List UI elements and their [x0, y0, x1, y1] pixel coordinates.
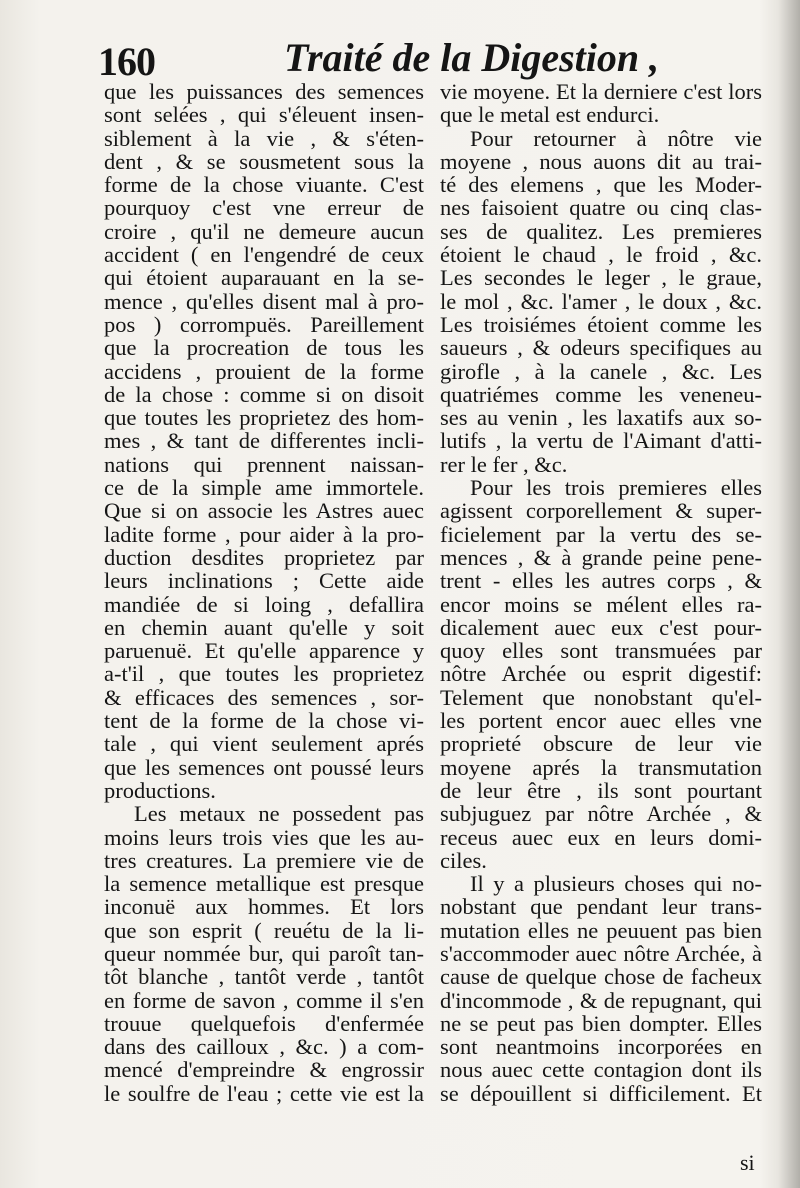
text-line: que toutes les proprietez des hom- — [104, 405, 424, 431]
text-line: forme de la chose viuante. C'est — [104, 172, 424, 198]
text-line: en chemin auant qu'elle y soit — [104, 614, 424, 640]
page-number: 160 — [98, 39, 155, 84]
text-line: Les secondes le leger , le graue, — [440, 265, 762, 291]
text-line: trent - elles les autres corps , & — [440, 568, 762, 594]
text-line: de la chose : comme si on disoit — [104, 381, 424, 407]
text-line: Pour retourner à nôtre vie — [470, 125, 762, 151]
text-line: nations qui prennent naissan- — [104, 451, 424, 477]
text-line: Les metaux ne possedent pas — [134, 801, 424, 827]
text-line: ne se peut pas bien dompter. Elles — [440, 1010, 762, 1036]
text-line: moins leurs trois vies que les au- — [104, 824, 424, 850]
text-line: nôtre Archée ou esprit digestif: — [440, 661, 762, 687]
text-line: nes faisoient quatre ou cinq clas- — [440, 195, 762, 221]
text-line: ce de la simple ame immortele. — [104, 475, 424, 501]
text-line: ses au venin , les laxatifs aux so- — [440, 405, 762, 431]
text-line: tale , qui vient seulement aprés — [104, 731, 424, 757]
text-line: Il y a plusieurs choses qui no- — [470, 871, 762, 897]
text-line: Pour les trois premieres elles — [470, 475, 762, 501]
text-line: mandiée de si loing , defallira — [104, 591, 424, 617]
text-line: de leur être , ils sont pourtant — [440, 777, 762, 803]
text-line: moyene , nous auons dit au trai- — [440, 148, 762, 174]
page-edge-shadow — [778, 0, 800, 1188]
text-line: duction desdites proprietez par — [104, 544, 424, 570]
text-line: se dépouillent si difficilement. Et — [440, 1080, 762, 1106]
text-line: quatriémes comme les veneneu- — [440, 381, 762, 407]
text-line: tent de la forme de la chose vi- — [104, 708, 424, 734]
text-line: tôt blanche , tantôt verde , tantôt — [104, 964, 424, 990]
text-line: proprieté obscure de leur vie — [440, 731, 762, 757]
text-line: rer le fer , &c. — [440, 451, 568, 477]
text-line: ciles. — [440, 847, 487, 873]
text-line: ladite forme , pour aider à la pro- — [104, 521, 424, 547]
text-line: accidens , prouient de la forme — [104, 358, 424, 384]
text-line: qui étoient auparauant en la se- — [104, 265, 424, 291]
text-line: que le metal est endurci. — [440, 102, 660, 128]
text-line: cause de quelque chose de facheux — [440, 964, 762, 990]
text-line: d'incommode , & de repugnant, qui — [440, 987, 762, 1013]
text-line: dent , & se sousmetent sous la — [104, 148, 424, 174]
text-line: moyene aprés la transmutation — [440, 754, 762, 780]
left-text-column — [104, 80, 424, 1105]
text-line: étoient le chaud , le froid , &c. — [440, 242, 762, 268]
text-line: sont selées , qui s'éleuent insen- — [104, 102, 424, 128]
text-line: Les troisiémes étoient comme les — [440, 311, 762, 337]
text-line: la semence metallique est presque — [104, 871, 424, 897]
text-line: ses de qualitez. Les premieres — [440, 218, 762, 244]
text-line: mes , & tant de differentes incli- — [104, 428, 424, 454]
text-line: saueurs , & odeurs specifiques au — [440, 335, 762, 361]
text-line: paruenuë. Et qu'elle apparence y — [104, 638, 424, 664]
text-line: les portent encor auec elles vne — [440, 708, 762, 734]
text-line: Que si on associe les Astres auec — [104, 498, 424, 524]
text-line: quoy elles sont transmuées par — [440, 638, 762, 664]
text-line: sont neantmoins incorporées en — [440, 1034, 762, 1060]
text-line: croire , qu'il ne demeure aucun — [104, 218, 424, 244]
text-line: mencé d'empreindre & engrossir — [104, 1057, 424, 1083]
text-line: nous auec cette contagion dont ils — [440, 1057, 762, 1083]
text-line: accident ( en l'engendré de ceux — [104, 242, 424, 268]
text-line: que les puissances des semences — [104, 79, 424, 104]
text-line: le soulfre de l'eau ; cette vie est la — [104, 1080, 424, 1106]
text-line: leurs inclinations ; Cette aide — [104, 568, 424, 594]
text-line: subjuguez par nôtre Archée , & — [440, 801, 762, 827]
text-line: pourquoy c'est vne erreur de — [104, 195, 424, 221]
text-line: le mol , &c. l'amer , le doux , &c. — [440, 288, 762, 314]
text-line: que la procreation de tous les — [104, 335, 424, 361]
text-line: tres creatures. La premiere vie de — [104, 847, 424, 873]
text-line: siblement à la vie , & s'éten- — [104, 125, 424, 151]
text-line: nobstant que pendant leur trans- — [440, 894, 762, 920]
text-line: inconuë aux hommes. Et lors — [104, 894, 424, 920]
text-line: dans des cailloux , &c. ) a com- — [104, 1034, 424, 1060]
text-line: trouue quelquefois d'enfermée — [104, 1010, 424, 1036]
text-line: dicalement auec eux c'est pour- — [440, 614, 762, 640]
text-line: mence , qu'elles disent mal à pro- — [104, 288, 424, 314]
text-line: & efficaces des semences , sor- — [104, 684, 424, 710]
text-line: productions. — [104, 777, 216, 803]
text-line: vie moyene. Et la derniere c'est lors — [440, 79, 762, 104]
right-text-column — [440, 80, 762, 1105]
page-header — [98, 34, 660, 84]
text-line: pos ) corrompuës. Pareillement — [104, 311, 424, 337]
text-line: mences , & à grande peine pene- — [440, 544, 762, 570]
text-line: agissent corporellement & super- — [440, 498, 762, 524]
text-line: queur nommée bur, qui paroît tan- — [104, 940, 424, 966]
text-line: que son esprit ( reuétu de la li- — [104, 917, 424, 943]
text-line: receus auec eux en leurs domi- — [440, 824, 762, 850]
text-line: té des elemens , que les Moder- — [440, 172, 762, 198]
text-line: que les semences ont poussé leurs — [104, 754, 424, 780]
text-line: girofle , à la canele , &c. Les — [440, 358, 762, 384]
running-title: Traité de la Digestion , — [284, 35, 660, 80]
text-line: a-t'il , que toutes les proprietez — [104, 661, 424, 687]
text-line: mutation elles ne peuuent pas bien — [440, 917, 762, 943]
text-line: lutifs , la vertu de l'Aimant d'atti- — [440, 428, 762, 454]
text-line: en forme de savon , comme il s'en — [104, 987, 424, 1013]
text-line: Telement que nonobstant qu'el- — [440, 684, 762, 710]
catchword: si — [740, 1150, 755, 1175]
text-line: s'accommoder auec nôtre Archée, à — [440, 940, 762, 966]
text-line: ficielement par la vertu des se- — [440, 521, 762, 547]
text-line: encor moins se mélent elles ra- — [440, 591, 762, 617]
